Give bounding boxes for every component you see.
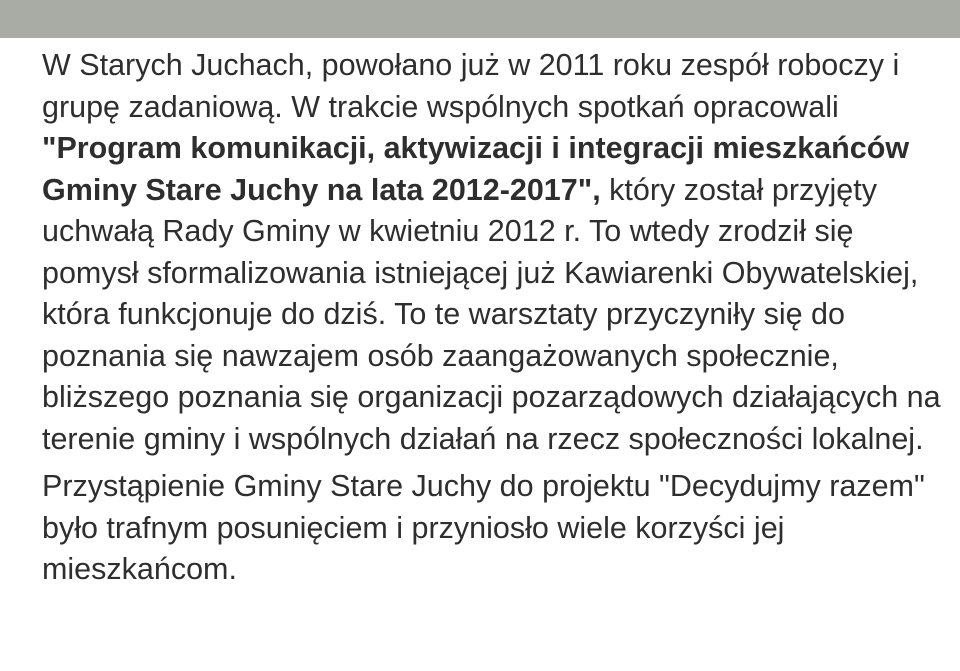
paragraph-2: Przystąpienie Gminy Stare Juchy do projektu "Decydujmy razem" było trafnym posunięciem i przyniosło wiele korzyści jej mieszkańcom.	[42, 469, 925, 586]
paragraph-1	[42, 45, 942, 460]
paragraph-1-intro: W Starych Juchach, powołano już w 2011 roku zespół roboczy i grupę zadaniową. W trakcie wspólnych spotkań opracowali	[42, 48, 900, 124]
program-title: "Program komunikacji, aktywizacji i integracji mieszkańców Gminy Stare Juchy na lata 2012-2017",	[42, 131, 910, 207]
slide-body-text	[42, 45, 942, 591]
slide-header-bar	[0, 0, 960, 38]
paragraph-1-rest: który został przyjęty uchwałą Rady Gminy w kwietniu 2012 r. To wtedy zrodził się pomysł sformalizowania istniejącej już Kawiarenki Obywatelskiej, która funkcjonuje do dziś. To te warsztaty przyczyniły się do poznania się nawzajem osób zaangażowanych społecznie, bliższego poznania się organizacji pozarządowych działających na terenie gminy i wspólnych działań na rzecz społeczności lokalnej.	[42, 172, 941, 456]
